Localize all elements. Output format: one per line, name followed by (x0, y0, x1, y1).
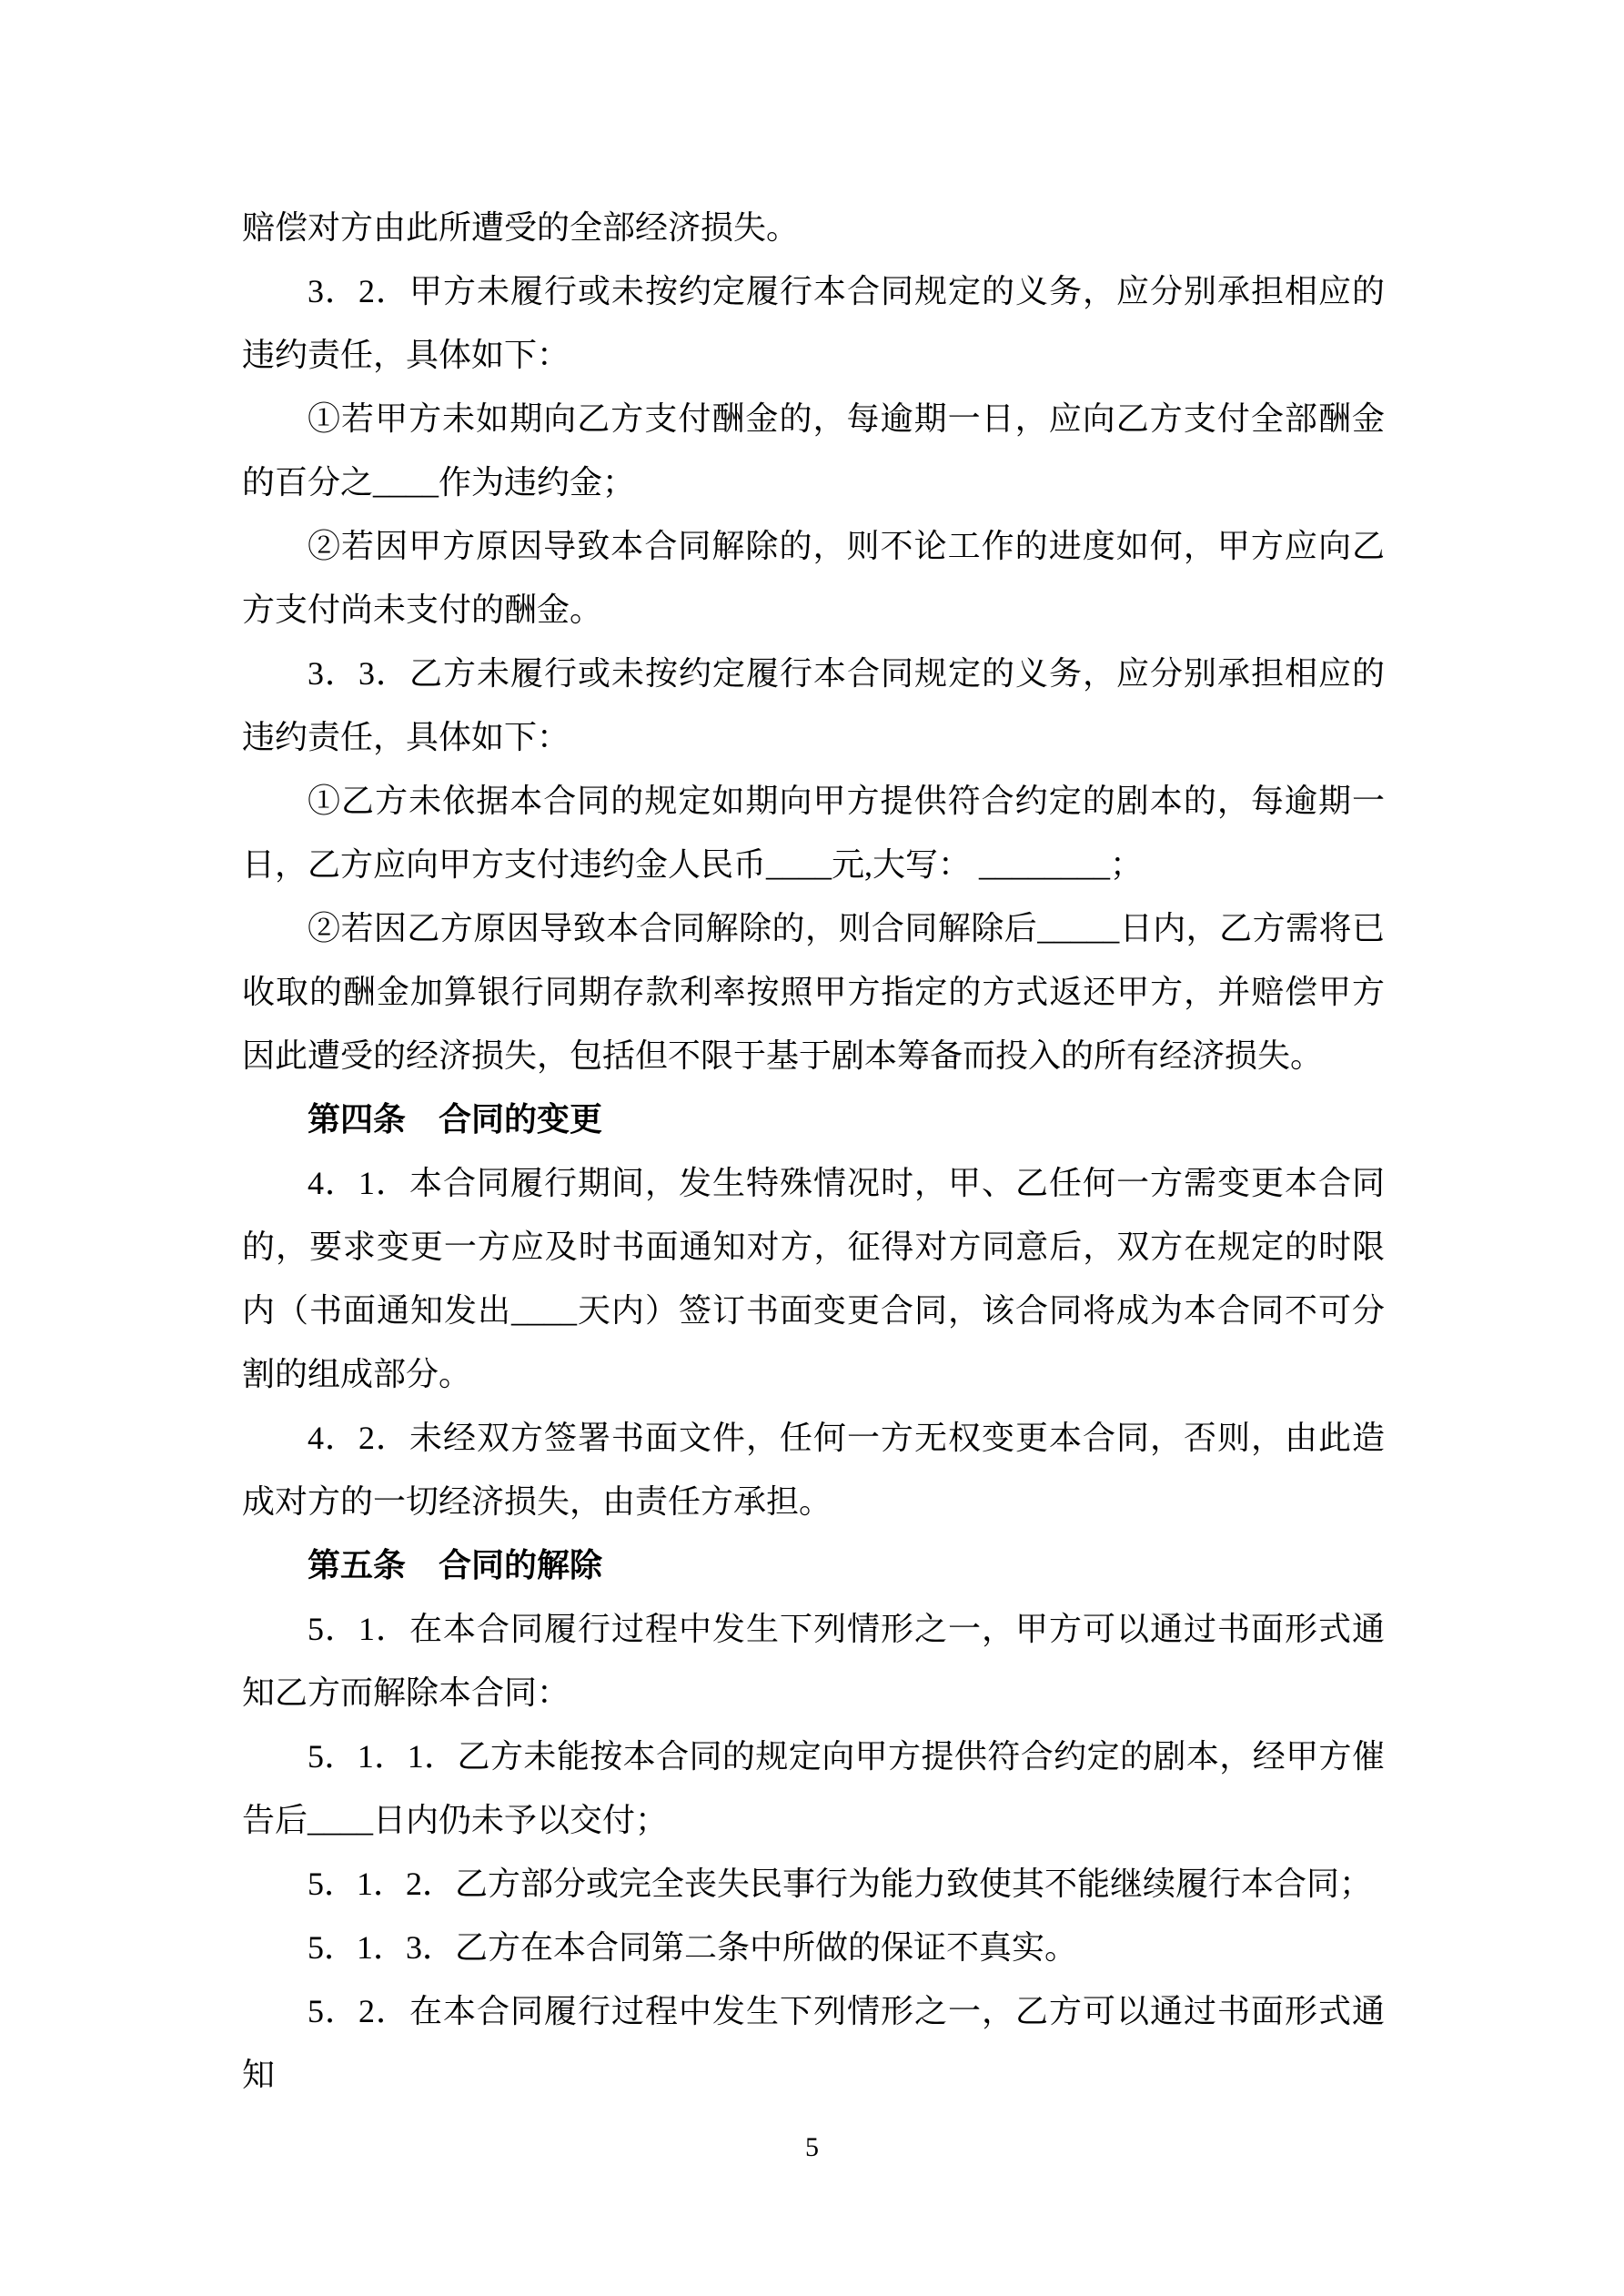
clause-3-2: 3．2．甲方未履行或未按约定履行本合同规定的义务，应分别承担相应的违约责任，具体如下： (242, 273, 1385, 373)
page-number: 5 (805, 2132, 819, 2162)
clause-4-1: 4．1．本合同履行期间，发生特殊情况时，甲、乙任何一方需变更本合同的，要求变更一方应及时书面通知对方，征得对方同意后，双方在规定的时限内（书面通知发出____天内）签订书面变更合同，该合同将成为本合同不可分割的组成部分。 (242, 1165, 1385, 1392)
paragraph-continuation: 赔偿对方由此所遭受的全部经济损失。 (242, 209, 800, 246)
clause-3-3-item-2: ②若因乙方原因导致本合同解除的，则合同解除后_____日内，乙方需将已收取的酬金加算银行同期存款利率按照甲方指定的方式返还甲方，并赔偿甲方因此遭受的经济损失，包括但不限于基于剧本筹备而投入的所有经济损失。 (242, 910, 1385, 1074)
clause-5-1-1: 5．1．1．乙方未能按本合同的规定向甲方提供符合约定的剧本，经甲方催告后____日内仍未予以交付； (242, 1738, 1385, 1838)
clause-3-2-item-1: ①若甲方未如期向乙方支付酬金的，每逾期一日，应向乙方支付全部酬金的百分之____作为违约金； (242, 400, 1385, 501)
clause-5-1: 5．1．在本合同履行过程中发生下列情形之一，甲方可以通过书面形式通知乙方而解除本合同： (242, 1611, 1385, 1711)
clause-3-3: 3．3．乙方未履行或未按约定履行本合同规定的义务，应分别承担相应的违约责任，具体如下： (242, 655, 1385, 755)
clause-5-2: 5．2．在本合同履行过程中发生下列情形之一，乙方可以通过书面形式通知 (242, 1993, 1385, 2093)
clause-5-1-3: 5．1．3．乙方在本合同第二条中所做的保证不真实。 (308, 1929, 1078, 1966)
clause-3-3-item-1: ①乙方未依据本合同的规定如期向甲方提供符合约定的剧本的，每逾期一日，乙方应向甲方支付违约金人民币____元,大写： ________； (242, 783, 1385, 883)
clause-3-2-item-2: ②若因甲方原因导致本合同解除的，则不论工作的进度如何，甲方应向乙方支付尚未支付的酬金。 (242, 528, 1385, 628)
contract-body (242, 196, 1385, 2107)
section-heading-article-5: 第五条 合同的解除 (308, 1547, 603, 1583)
clause-4-2: 4．2．未经双方签署书面文件，任何一方无权变更本合同，否则，由此造成对方的一切经济损失，由责任方承担。 (242, 1420, 1385, 1520)
clause-5-1-2: 5．1．2．乙方部分或完全丧失民事行为能力致使其不能继续履行本合同； (308, 1866, 1373, 1902)
section-heading-article-4: 第四条 合同的变更 (308, 1101, 603, 1138)
